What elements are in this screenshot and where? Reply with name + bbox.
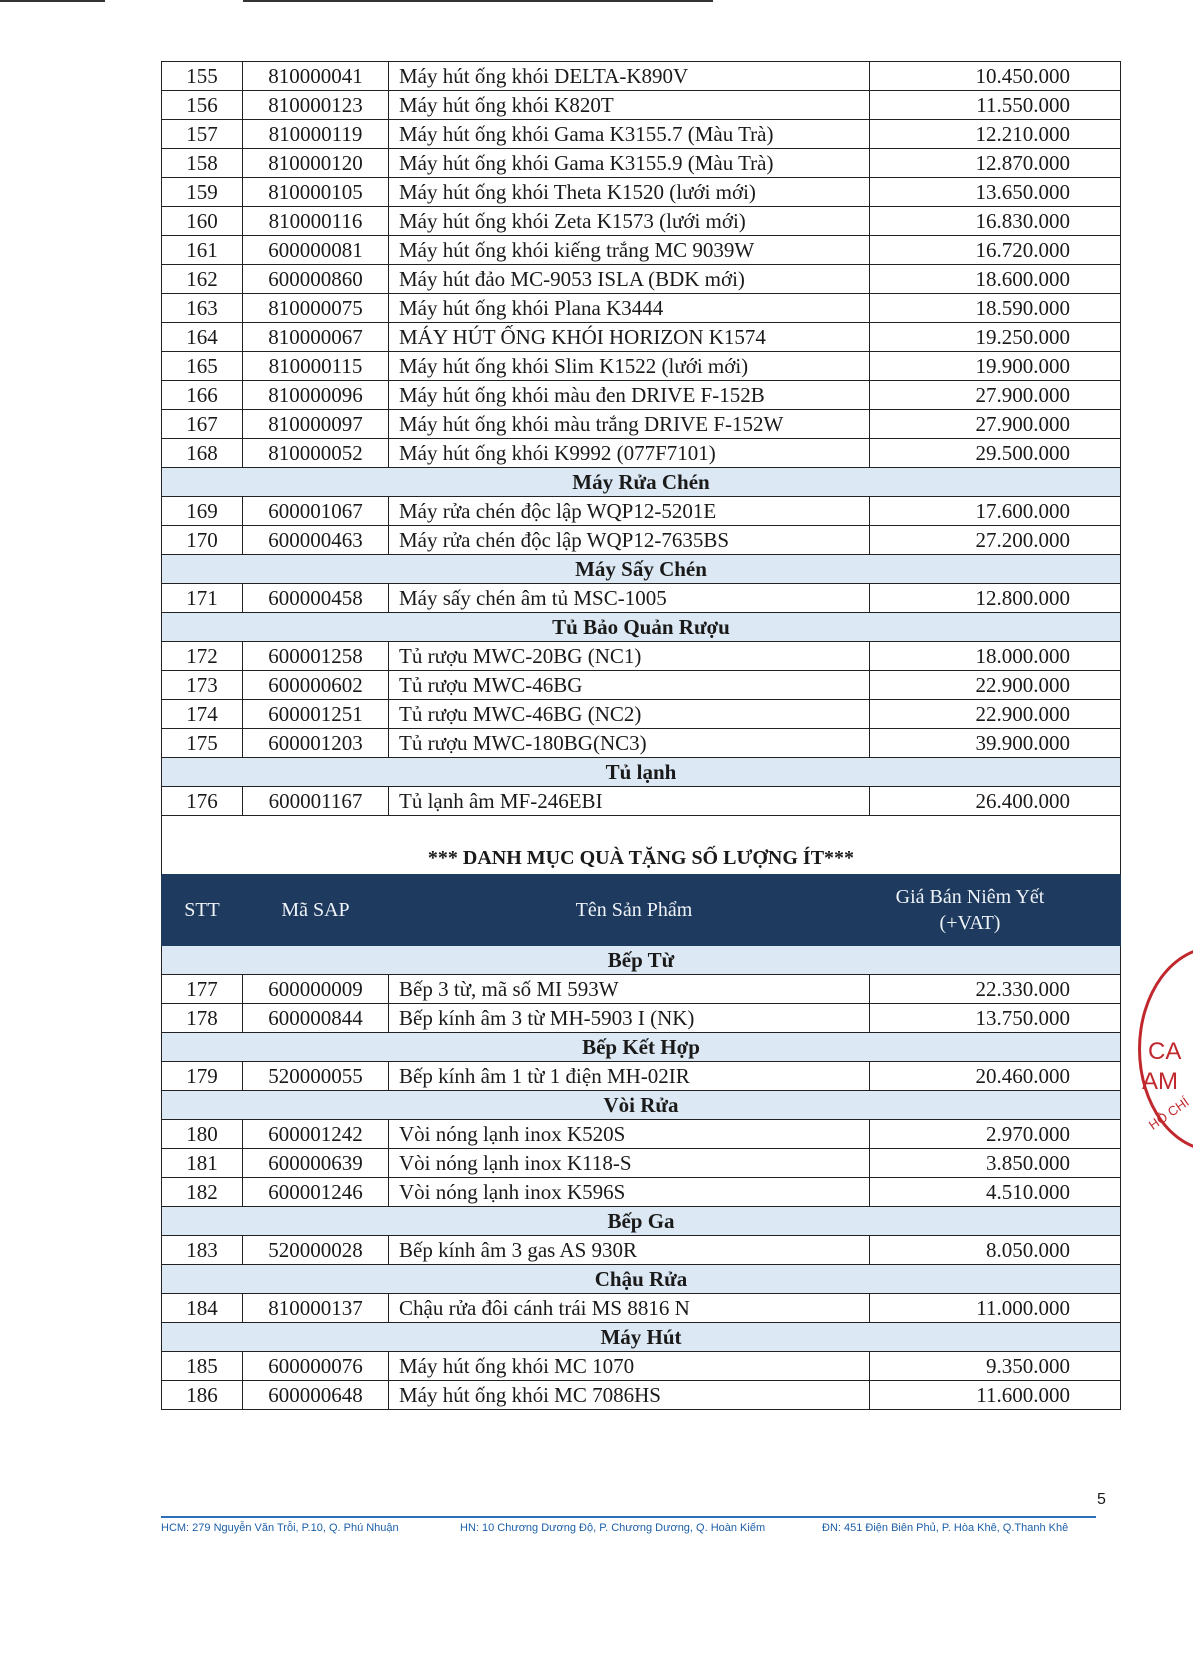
- row-stt: 166: [162, 381, 243, 410]
- table-row: [162, 671, 1121, 700]
- row-sap-code: 600001203: [243, 729, 389, 758]
- table-row: [162, 265, 1121, 294]
- footer-address-hn: HN: 10 Chương Dương Độ, P. Chương Dương, Q. Hoàn Kiếm: [460, 1522, 766, 1534]
- row-price: 16.720.000: [870, 236, 1121, 265]
- category-label: Bếp Kết Hợp: [162, 1033, 1121, 1062]
- row-product-name: Máy hút ống khói K9992 (077F7101): [389, 439, 870, 468]
- row-product-name: Máy hút ống khói Slim K1522 (lưới mới): [389, 352, 870, 381]
- row-product-name: MÁY HÚT ỐNG KHÓI HORIZON K1574: [389, 323, 870, 352]
- table-row: [162, 1004, 1121, 1033]
- row-product-name: Máy hút ống khói Plana K3444: [389, 294, 870, 323]
- row-stt: 182: [162, 1178, 243, 1207]
- row-sap-code: 810000041: [243, 62, 389, 91]
- footer-address-dn: ĐN: 451 Điện Biên Phủ, P. Hòa Khê, Q.Thanh Khê: [822, 1522, 1069, 1534]
- table-row: [162, 584, 1121, 613]
- row-sap-code: 810000116: [243, 207, 389, 236]
- table-row: [162, 1294, 1121, 1323]
- table-row: [162, 1062, 1121, 1091]
- row-price: 12.870.000: [870, 149, 1121, 178]
- row-product-name: Tủ lạnh âm MF-246EBI: [389, 787, 870, 816]
- row-sap-code: 600001242: [243, 1120, 389, 1149]
- row-product-name: Máy hút ống khói K820T: [389, 91, 870, 120]
- section-title-row: [162, 816, 1121, 875]
- row-stt: 161: [162, 236, 243, 265]
- row-stt: 162: [162, 265, 243, 294]
- top-rule-left: [0, 0, 105, 2]
- row-product-name: Máy hút ống khói MC 7086HS: [389, 1381, 870, 1410]
- header-price: Giá Bán Niêm Yết (+VAT): [870, 875, 1121, 946]
- row-price: 10.450.000: [870, 62, 1121, 91]
- company-stamp: [1138, 946, 1193, 1146]
- price-table-body: [162, 62, 1121, 1410]
- table-row: [162, 149, 1121, 178]
- section-title: *** DANH MỤC QUÀ TẶNG SỐ LƯỢNG ÍT***: [162, 816, 1121, 875]
- row-stt: 170: [162, 526, 243, 555]
- row-price: 39.900.000: [870, 729, 1121, 758]
- table-row: [162, 62, 1121, 91]
- table-row: [162, 1352, 1121, 1381]
- row-product-name: Máy hút ống khói màu đen DRIVE F-152B: [389, 381, 870, 410]
- row-price: 27.900.000: [870, 410, 1121, 439]
- table-row: [162, 120, 1121, 149]
- row-sap-code: 810000075: [243, 294, 389, 323]
- row-product-name: Máy hút đảo MC-9053 ISLA (BDK mới): [389, 265, 870, 294]
- row-price: 18.600.000: [870, 265, 1121, 294]
- row-sap-code: 600000860: [243, 265, 389, 294]
- row-stt: 174: [162, 700, 243, 729]
- stamp-text-ca: CA: [1148, 1038, 1182, 1065]
- table-row: [162, 700, 1121, 729]
- row-price: 4.510.000: [870, 1178, 1121, 1207]
- table-row: [162, 1178, 1121, 1207]
- row-product-name: Máy hút ống khói Gama K3155.9 (Màu Trà): [389, 149, 870, 178]
- price-table: [161, 61, 1121, 1410]
- row-sap-code: 810000119: [243, 120, 389, 149]
- row-price: 16.830.000: [870, 207, 1121, 236]
- row-price: 27.900.000: [870, 381, 1121, 410]
- row-stt: 176: [162, 787, 243, 816]
- row-sap-code: 600000009: [243, 975, 389, 1004]
- table-row: [162, 1120, 1121, 1149]
- stamp-text-hochi: HỒ CHÍ: [1145, 1094, 1192, 1133]
- row-sap-code: 810000067: [243, 323, 389, 352]
- row-sap-code: 810000097: [243, 410, 389, 439]
- table-row: [162, 729, 1121, 758]
- row-sap-code: 810000120: [243, 149, 389, 178]
- row-sap-code: 600000844: [243, 1004, 389, 1033]
- row-stt: 167: [162, 410, 243, 439]
- table-row: [162, 323, 1121, 352]
- table-row: [162, 91, 1121, 120]
- row-sap-code: 810000137: [243, 1294, 389, 1323]
- row-stt: 180: [162, 1120, 243, 1149]
- row-sap-code: 600000639: [243, 1149, 389, 1178]
- row-stt: 172: [162, 642, 243, 671]
- row-stt: 179: [162, 1062, 243, 1091]
- row-sap-code: 600001251: [243, 700, 389, 729]
- category-row: [162, 613, 1121, 642]
- row-product-name: Bếp 3 từ, mã số MI 593W: [389, 975, 870, 1004]
- category-row: [162, 1323, 1121, 1352]
- row-product-name: Bếp kính âm 3 từ MH-5903 I (NK): [389, 1004, 870, 1033]
- page-number: 5: [1097, 1491, 1106, 1508]
- row-sap-code: 600000458: [243, 584, 389, 613]
- row-sap-code: 600001067: [243, 497, 389, 526]
- row-sap-code: 520000055: [243, 1062, 389, 1091]
- table-header-row: [162, 875, 1121, 946]
- row-product-name: Chậu rửa đôi cánh trái MS 8816 N: [389, 1294, 870, 1323]
- row-stt: 175: [162, 729, 243, 758]
- row-product-name: Bếp kính âm 3 gas AS 930R: [389, 1236, 870, 1265]
- top-rule-right: [243, 0, 713, 2]
- table-row: [162, 381, 1121, 410]
- row-stt: 158: [162, 149, 243, 178]
- row-stt: 159: [162, 178, 243, 207]
- category-row: [162, 946, 1121, 975]
- row-price: 11.550.000: [870, 91, 1121, 120]
- row-product-name: Máy rửa chén độc lập WQP12-5201E: [389, 497, 870, 526]
- row-stt: 173: [162, 671, 243, 700]
- table-row: [162, 1149, 1121, 1178]
- table-row: [162, 526, 1121, 555]
- row-product-name: Máy hút ống khói DELTA-K890V: [389, 62, 870, 91]
- row-product-name: Tủ rượu MWC-20BG (NC1): [389, 642, 870, 671]
- row-product-name: Máy sấy chén âm tủ MSC-1005: [389, 584, 870, 613]
- category-row: [162, 758, 1121, 787]
- footer-address-hcm: HCM: 279 Nguyễn Văn Trỗi, P.10, Q. Phú Nhuận: [161, 1522, 399, 1534]
- table-row: [162, 352, 1121, 381]
- row-sap-code: 520000028: [243, 1236, 389, 1265]
- row-sap-code: 810000115: [243, 352, 389, 381]
- row-stt: 186: [162, 1381, 243, 1410]
- row-stt: 177: [162, 975, 243, 1004]
- row-price: 22.900.000: [870, 700, 1121, 729]
- row-sap-code: 600000081: [243, 236, 389, 265]
- row-stt: 168: [162, 439, 243, 468]
- category-label: Máy Hút: [162, 1323, 1121, 1352]
- row-sap-code: 600000648: [243, 1381, 389, 1410]
- row-stt: 184: [162, 1294, 243, 1323]
- table-row: [162, 178, 1121, 207]
- row-stt: 163: [162, 294, 243, 323]
- category-row: [162, 1265, 1121, 1294]
- row-price: 9.350.000: [870, 1352, 1121, 1381]
- category-row: [162, 555, 1121, 584]
- row-sap-code: 600000463: [243, 526, 389, 555]
- table-row: [162, 1381, 1121, 1410]
- row-price: 11.600.000: [870, 1381, 1121, 1410]
- row-price: 26.400.000: [870, 787, 1121, 816]
- row-sap-code: 600001167: [243, 787, 389, 816]
- row-price: 3.850.000: [870, 1149, 1121, 1178]
- row-price: 12.800.000: [870, 584, 1121, 613]
- row-stt: 178: [162, 1004, 243, 1033]
- row-stt: 156: [162, 91, 243, 120]
- category-row: [162, 1091, 1121, 1120]
- category-label: Bếp Từ: [162, 946, 1121, 975]
- table-row: [162, 497, 1121, 526]
- category-row: [162, 1207, 1121, 1236]
- row-price: 19.900.000: [870, 352, 1121, 381]
- row-price: 29.500.000: [870, 439, 1121, 468]
- category-row: [162, 1033, 1121, 1062]
- category-label: Bếp Ga: [162, 1207, 1121, 1236]
- row-product-name: Bếp kính âm 1 từ 1 điện MH-02IR: [389, 1062, 870, 1091]
- row-stt: 169: [162, 497, 243, 526]
- row-stt: 183: [162, 1236, 243, 1265]
- row-price: 2.970.000: [870, 1120, 1121, 1149]
- row-price: 12.210.000: [870, 120, 1121, 149]
- row-stt: 165: [162, 352, 243, 381]
- table-row: [162, 236, 1121, 265]
- row-stt: 164: [162, 323, 243, 352]
- row-stt: 171: [162, 584, 243, 613]
- row-product-name: Vòi nóng lạnh inox K596S: [389, 1178, 870, 1207]
- table-row: [162, 975, 1121, 1004]
- table-row: [162, 294, 1121, 323]
- header-sap-code: Mã SAP: [243, 875, 389, 946]
- row-product-name: Tủ rượu MWC-46BG (NC2): [389, 700, 870, 729]
- table-row: [162, 439, 1121, 468]
- row-price: 13.650.000: [870, 178, 1121, 207]
- row-product-name: Tủ rượu MWC-46BG: [389, 671, 870, 700]
- row-price: 22.900.000: [870, 671, 1121, 700]
- row-product-name: Máy hút ống khói Theta K1520 (lưới mới): [389, 178, 870, 207]
- row-price: 13.750.000: [870, 1004, 1121, 1033]
- row-price: 17.600.000: [870, 497, 1121, 526]
- row-product-name: Máy hút ống khói Zeta K1573 (lưới mới): [389, 207, 870, 236]
- table-row: [162, 207, 1121, 236]
- row-stt: 181: [162, 1149, 243, 1178]
- row-stt: 155: [162, 62, 243, 91]
- row-sap-code: 810000096: [243, 381, 389, 410]
- row-sap-code: 600000076: [243, 1352, 389, 1381]
- row-product-name: Tủ rượu MWC-180BG(NC3): [389, 729, 870, 758]
- header-product-name: Tên Sản Phẩm: [389, 875, 870, 946]
- row-stt: 157: [162, 120, 243, 149]
- row-price: 22.330.000: [870, 975, 1121, 1004]
- row-price: 20.460.000: [870, 1062, 1121, 1091]
- row-product-name: Vòi nóng lạnh inox K520S: [389, 1120, 870, 1149]
- category-label: Tủ Bảo Quản Rượu: [162, 613, 1121, 642]
- row-sap-code: 810000052: [243, 439, 389, 468]
- row-product-name: Vòi nóng lạnh inox K118-S: [389, 1149, 870, 1178]
- row-product-name: Máy hút ống khói kiếng trắng MC 9039W: [389, 236, 870, 265]
- category-label: Máy Sấy Chén: [162, 555, 1121, 584]
- table-row: [162, 410, 1121, 439]
- row-price: 8.050.000: [870, 1236, 1121, 1265]
- row-stt: 185: [162, 1352, 243, 1381]
- table-row: [162, 1236, 1121, 1265]
- category-label: Tủ lạnh: [162, 758, 1121, 787]
- row-price: 18.590.000: [870, 294, 1121, 323]
- row-sap-code: 810000123: [243, 91, 389, 120]
- row-product-name: Máy hút ống khói Gama K3155.7 (Màu Trà): [389, 120, 870, 149]
- row-price: 11.000.000: [870, 1294, 1121, 1323]
- header-stt: STT: [162, 875, 243, 946]
- row-product-name: Máy hút ống khói màu trắng DRIVE F-152W: [389, 410, 870, 439]
- row-sap-code: 600000602: [243, 671, 389, 700]
- row-sap-code: 600001246: [243, 1178, 389, 1207]
- table-row: [162, 787, 1121, 816]
- category-row: [162, 468, 1121, 497]
- table-row: [162, 642, 1121, 671]
- row-sap-code: 810000105: [243, 178, 389, 207]
- row-sap-code: 600001258: [243, 642, 389, 671]
- footer-rule: [161, 1516, 1096, 1518]
- category-label: Vòi Rửa: [162, 1091, 1121, 1120]
- row-price: 27.200.000: [870, 526, 1121, 555]
- row-price: 19.250.000: [870, 323, 1121, 352]
- row-stt: 160: [162, 207, 243, 236]
- row-product-name: Máy rửa chén độc lập WQP12-7635BS: [389, 526, 870, 555]
- row-price: 18.000.000: [870, 642, 1121, 671]
- stamp-text-am: AM: [1142, 1068, 1178, 1095]
- category-label: Máy Rửa Chén: [162, 468, 1121, 497]
- category-label: Chậu Rửa: [162, 1265, 1121, 1294]
- row-product-name: Máy hút ống khói MC 1070: [389, 1352, 870, 1381]
